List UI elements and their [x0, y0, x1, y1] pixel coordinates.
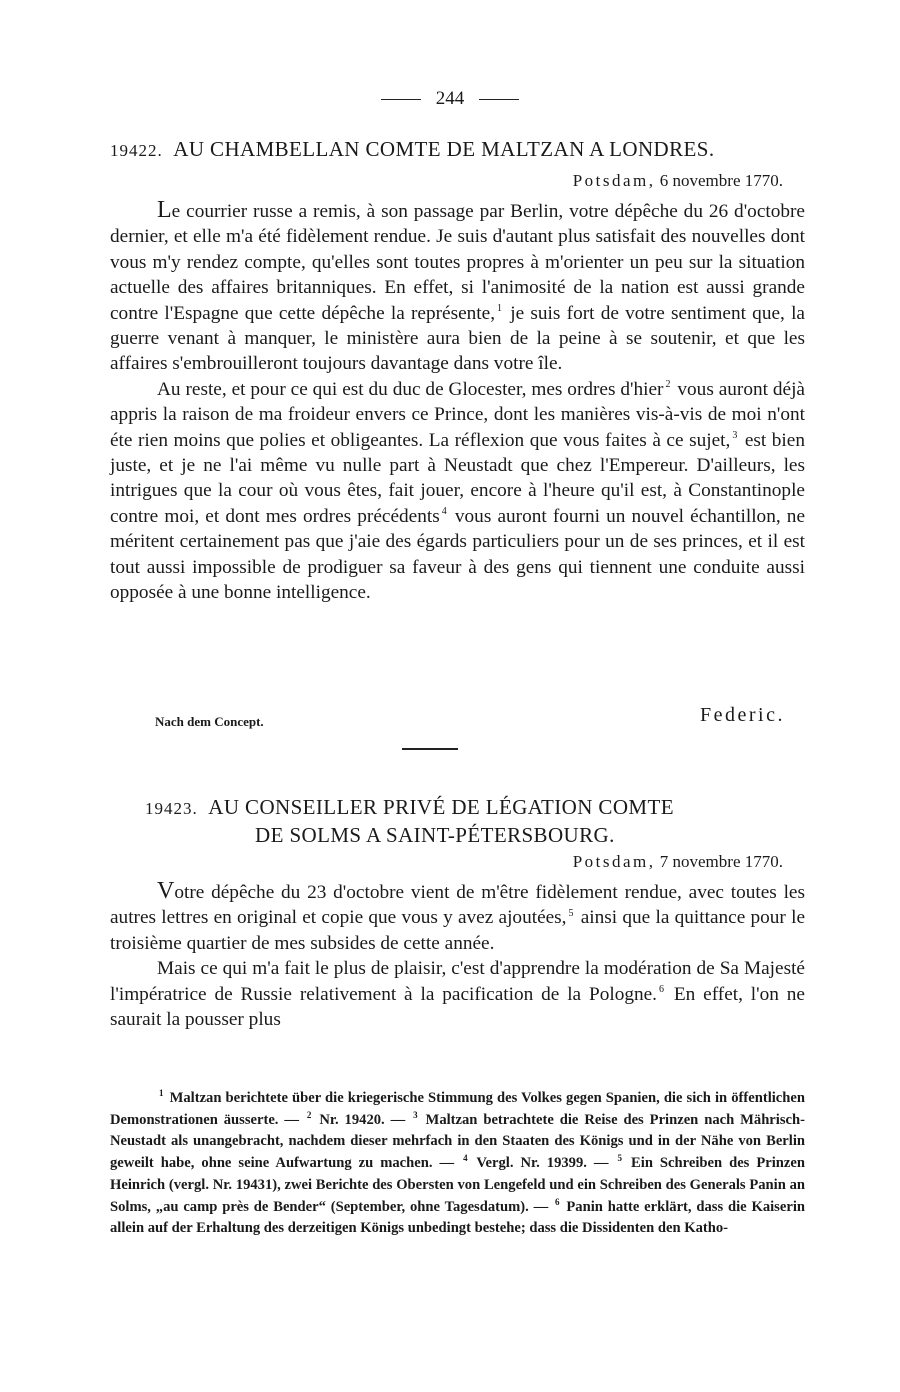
paragraph — [110, 377, 805, 606]
letter-heading — [110, 137, 810, 162]
footnote-ref: 4 — [441, 506, 447, 518]
footnote-mark: 3 — [413, 1109, 418, 1120]
footnote-text: Nr. 19420. — — [319, 1111, 406, 1128]
letter-date: 6 novembre 1770. — [659, 171, 783, 190]
header-dash-right — [479, 99, 519, 100]
footnote-text: Ein Schreiben des Prinzen Heinrich (vergl. Nr. 19431), zwei Berichte des Obersten von Lengefeld und ein Schreiben des Generals Panin an Solms, „au camp près de Bender“ (September, ohne Tagesdatum). — — [110, 1155, 805, 1215]
paragraph — [110, 956, 805, 1032]
initial-letter: V — [157, 878, 175, 904]
footnote-ref: 5 — [568, 907, 574, 919]
footnote-mark: 6 — [555, 1196, 560, 1207]
footnote-mark: 2 — [306, 1109, 312, 1120]
footnote-ref: 1 — [497, 303, 503, 315]
text-run: vous auront fourni un nouvel échantillon, ne méritent certainement pas que j'aie des égards particuliers pour un de ses princes, et il est tout aussi impossible de prodiguer sa faveur à des gens qui tiennent une conduite aussi opposée à une bonne intelligence. — [110, 505, 805, 604]
signature: Federic. — [700, 704, 785, 726]
letter-heading — [145, 794, 785, 849]
text-run: ainsi que la quittance pour le troisième quartier de mes subsides de cette année. — [110, 907, 805, 954]
letter-place: Potsdam, — [572, 171, 656, 190]
text-run: AU CONSEILLER PRIVÉ DE LÉGATION COMTE — [208, 795, 674, 819]
footnote-mark: 5 — [617, 1153, 623, 1164]
letter-date: 7 novembre 1770. — [659, 852, 783, 871]
footnotes — [110, 1088, 805, 1240]
header-dash-left — [381, 99, 421, 100]
text-run: e courrier russe a remis, à son passage par Berlin, votre dépêche du 26 d'octobre dernier, et elle m'a été fidèlement rendue. Je suis d'autant plus satisfait des nouvelles dont vous m'y rendez compte, qu'elles sont toutes propres à m'orienter un peu sur la situation actuelle des affaires britanniques. En effet, si l'animosité de la nation est aussi grande contre l'Espagne que cette dépêche la représente, — [110, 201, 805, 324]
text-run: En effet, l'on ne saurait la pousser plus — [110, 983, 805, 1031]
letter-place: Potsdam, — [572, 852, 656, 871]
letter-number: 19422. — [110, 141, 163, 160]
initial-letter: L — [157, 197, 172, 223]
footnote-ref: 6 — [659, 984, 664, 996]
paragraph — [110, 879, 805, 956]
letter-dateline — [573, 171, 783, 191]
page-number: 244 — [435, 88, 465, 109]
letter-body — [110, 198, 805, 606]
letter-title-line: DE SOLMS A SAINT-PÉTERSBOURG. — [255, 823, 615, 847]
footnote-text: Vergl. Nr. 19399. — — [476, 1155, 609, 1172]
letter-body — [110, 879, 805, 1032]
footnote-ref: 2 — [665, 379, 671, 391]
section-divider — [402, 748, 458, 750]
page-header — [0, 88, 900, 110]
text-run: Au reste, et pour ce qui est du duc de Glocester, mes ordres d'hier — [157, 378, 664, 400]
footnote-block — [110, 1088, 805, 1240]
text-run: je suis fort de votre sentiment que, la guerre venant à manquer, le ministère aura bien de la peine à se soutenir, et que les affaires s'embrouilleront toujours davantage dans votre île. — [110, 302, 805, 375]
text-run: Mais ce qui m'a fait le plus de plaisir, c'est d'apprendre la modération de Sa Majesté l'impératrice de Russie relativement à la pacification de la Pologne. — [110, 958, 805, 1005]
source-note: Nach dem Concept. — [155, 714, 264, 729]
text-run: otre dépêche du 23 d'octobre vient de m'être fidèlement rendue, avec toutes les autres lettres en original et copie que vous y avez ajoutées, — [110, 882, 805, 929]
footnote-text: Maltzan berichtete über die kriegerische Stimmung des Volkes gegen Spanien, die sich in öffentlichen Demonstrationen äusserte. — — [110, 1090, 805, 1128]
footnote-mark: 4 — [463, 1153, 468, 1164]
footnote-mark: 1 — [159, 1088, 164, 1099]
letter-number: 19423. — [145, 799, 198, 818]
letter-title-line — [145, 794, 785, 822]
footnote-text: Panin hatte erklärt, dass die Kaiserin allein auf der Erhaltung des derzeitigen Königs unbedingt bestehe; dass die Dissidenten den Katho- — [110, 1198, 805, 1237]
footnote-text: Maltzan betrachtete die Reise des Prinzen nach Mährisch-Neustadt als unangebracht, nachdem dieser mehrfach in den Staaten des Königs und in der Nähe von Berlin geweilt habe, ohne seine Aufwartung zu machen. — — [110, 1111, 805, 1172]
letter-dateline — [573, 852, 783, 872]
paragraph — [110, 198, 805, 377]
text-run: vous auront déjà appris la raison de ma froideur envers ce Prince, dont les manières vis-à-vis de moi n'ont éte rien moins que polies et obligeantes. La réflexion que vous faites à ce sujet, — [110, 378, 805, 451]
footnote-ref: 3 — [732, 430, 738, 442]
text-run: est bien juste, et je ne l'ai même vu nulle part à Neustadt que chez l'Empereur. D'ailleurs, les intrigues que la cour où vous êtes, fait jouer, encore à l'heure qu'il est, à Constantinople contre moi, et dont mes ordres précédents — [110, 429, 805, 527]
letter-title: AU CHAMBELLAN COMTE DE MALTZAN A LONDRES. — [173, 137, 715, 161]
